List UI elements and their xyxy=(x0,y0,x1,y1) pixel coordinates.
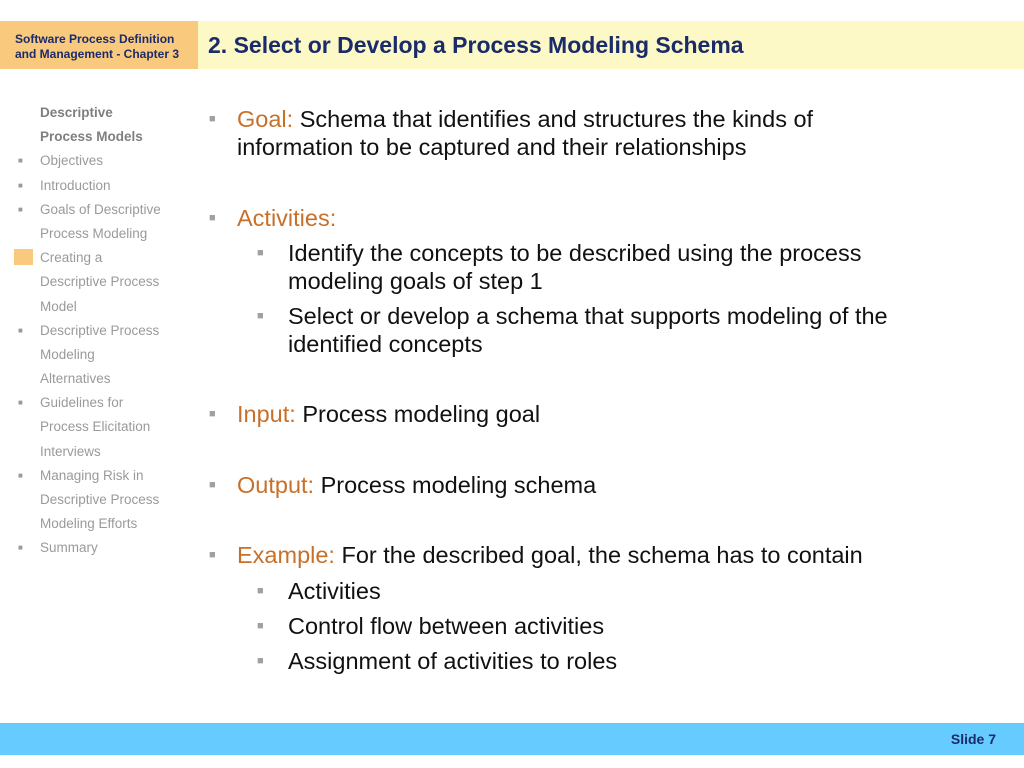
toc-item-label: Managing Risk in xyxy=(40,467,144,483)
toc-item-label: Objectives xyxy=(40,153,104,169)
activity-item xyxy=(288,302,978,358)
input-bullet xyxy=(237,400,927,428)
toc-item-label: Alternatives xyxy=(40,371,111,387)
footer-bar xyxy=(0,723,1024,755)
goal-text-line-2: information to be captured and their relationships xyxy=(237,134,747,160)
goal-bullet xyxy=(237,105,927,161)
toc-item-label: Descriptive Process xyxy=(40,322,160,338)
toc-heading-line-2: Process Models xyxy=(40,129,143,145)
toc-item-label: Introduction xyxy=(40,177,111,193)
toc-item-label: Process Elicitation xyxy=(40,419,151,435)
input-label: Input: xyxy=(237,401,296,427)
toc-item-label: Process Modeling xyxy=(40,225,148,241)
goal-text: Schema that identifies and structures the kinds of xyxy=(299,106,814,132)
activity-item xyxy=(288,239,978,295)
activities-bullet xyxy=(237,204,927,232)
input-text: Process modeling goal xyxy=(302,401,541,427)
square-bullet-icon: ■ xyxy=(18,204,23,214)
square-bullet-icon: ■ xyxy=(257,585,264,597)
example-item: Control flow between activities xyxy=(288,613,605,639)
square-bullet-icon: ■ xyxy=(18,325,23,335)
square-bullet-icon: ■ xyxy=(18,156,23,166)
square-bullet-icon: ■ xyxy=(209,212,216,224)
activity-text-line-2: identified concepts xyxy=(288,331,483,357)
square-bullet-icon: ■ xyxy=(209,113,216,125)
toc-item-label: Descriptive Process xyxy=(40,274,160,290)
square-bullet-icon: ■ xyxy=(209,479,216,491)
example-text: For the described goal, the schema has to contain xyxy=(341,542,863,568)
square-bullet-icon: ■ xyxy=(257,247,264,259)
example-item: Activities xyxy=(288,578,381,604)
square-bullet-icon: ■ xyxy=(209,549,216,561)
toc-item-label: Model xyxy=(40,298,77,314)
toc-item-label: Descriptive Process xyxy=(40,492,160,507)
activity-text: Select or develop a schema that supports modeling of the xyxy=(288,303,888,329)
toc-heading-line-1: Descriptive xyxy=(40,105,113,120)
toc-item-label: Modeling xyxy=(40,346,95,362)
goal-label: Goal: xyxy=(237,106,294,132)
toc-item-label: Interviews xyxy=(40,443,101,459)
activity-text: Identify the concepts to be described using the process xyxy=(288,240,862,266)
toc-item-label: Summary xyxy=(40,540,98,556)
course-title-line-2: and Management - Chapter 3 xyxy=(15,47,180,61)
slide-title: 2. Select or Develop a Process Modeling Schema xyxy=(208,32,744,58)
square-bullet-icon: ■ xyxy=(18,543,23,553)
square-bullet-icon: ■ xyxy=(209,408,216,420)
activity-text-line-2: modeling goals of step 1 xyxy=(288,268,543,294)
example-item: Assignment of activities to roles xyxy=(288,648,618,674)
toc-item-label: Guidelines for xyxy=(40,395,124,411)
toc-item-label: Modeling Efforts xyxy=(40,516,138,532)
output-label: Output: xyxy=(237,472,315,498)
toc-item-label: Creating a xyxy=(40,250,103,266)
output-text: Process modeling schema xyxy=(320,472,597,498)
square-bullet-icon: ■ xyxy=(257,655,264,667)
example-label: Example: xyxy=(237,542,335,568)
example-bullet xyxy=(237,541,927,569)
course-title-line-1: Software Process Definition xyxy=(15,32,175,46)
square-bullet-icon: ■ xyxy=(257,620,264,632)
output-bullet xyxy=(237,471,927,499)
slide-number: Slide 7 xyxy=(950,731,996,747)
toc-item-label: Goals of Descriptive xyxy=(40,201,161,217)
square-bullet-icon: ■ xyxy=(18,180,23,190)
activities-label: Activities: xyxy=(237,205,337,231)
square-bullet-icon: ■ xyxy=(257,310,264,322)
square-bullet-icon: ■ xyxy=(18,398,23,408)
square-bullet-icon: ■ xyxy=(18,470,23,480)
